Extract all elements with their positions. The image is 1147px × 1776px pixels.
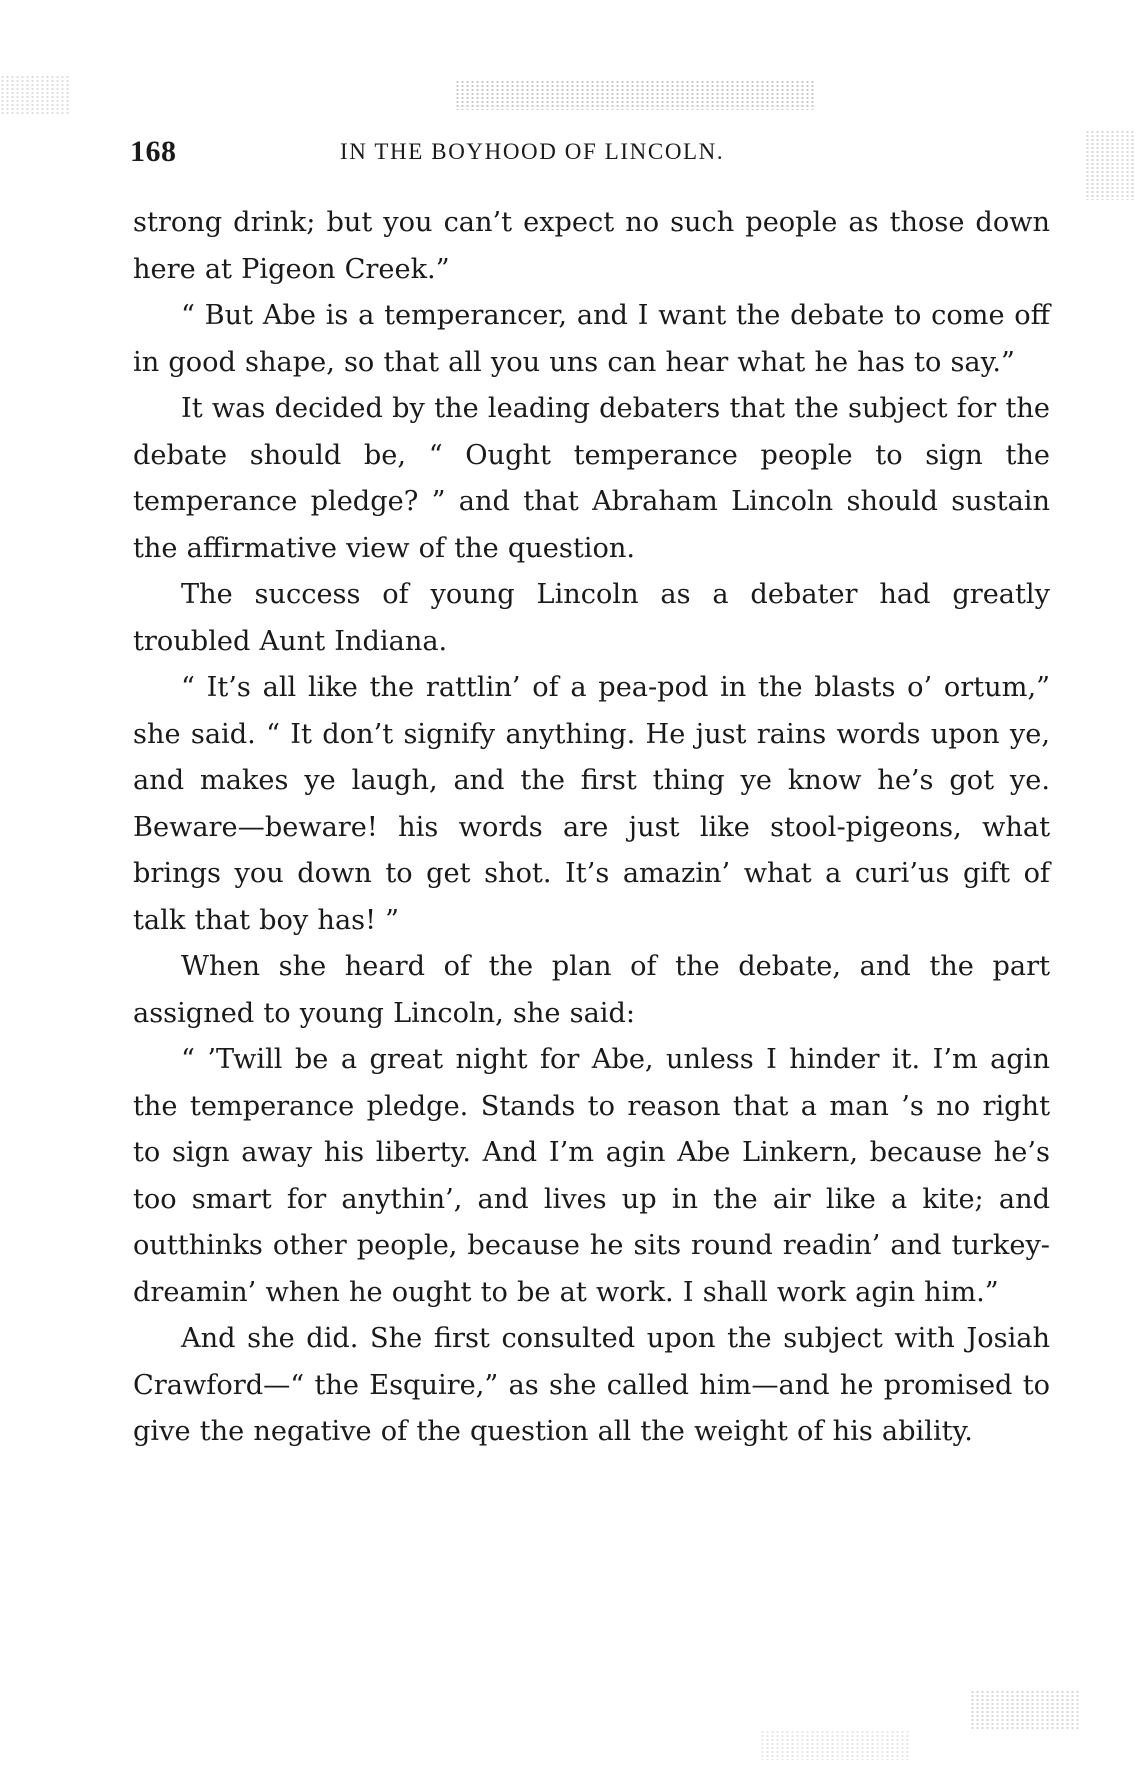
running-title: IN THE BOYHOOD OF LINCOLN. [340,139,725,164]
paragraph: “ But Abe is a temperancer, and I want the debate to come off in good shape, so that all you uns can hear what he has to say.” [133,300,1050,378]
paragraph: strong drink; but you can’t expect no such people as those down here at Pigeon Creek.” [133,207,1050,285]
page-number: 168 [130,135,177,168]
paragraph: And she did. She first consulted upon the subject with Josiah Crawford—“ the Esquire,” as she called him—and he promised to give the negative of the question all the weight of his ability. [133,1323,1050,1447]
paragraph: The success of young Lincoln as a debater had greatly troubled Aunt Indiana. [133,579,1050,657]
paragraph: When she heard of the plan of the debate, and the part assigned to young Lincoln, she said: [133,951,1050,1029]
paragraph: “ It’s all like the rattlin’ of a pea-pod in the blasts o’ ortum,” she said. “ It don’t signify anything. He just rains words upon ye, and makes ye laugh, and the first thing ye know he’s got ye. Beware—beware! his words are just like stool-pigeons, what brings you down to get shot. It’s amazin’ what a curi’us gift of talk that boy has! ” [133,672,1050,936]
print-speckle [760,1730,910,1760]
print-speckle [1085,130,1135,200]
print-speckle [455,80,815,110]
page-header [130,132,1050,172]
paragraph: It was decided by the leading debaters that the subject for the debate should be, “ Ought temperance people to sign the temperance pledge? ” and that Abraham Lincoln should sustain the affirmative view of the question. [133,393,1050,564]
print-speckle [970,1690,1080,1730]
body-text [133,200,1050,1456]
paragraph: “ ’Twill be a great night for Abe, unless I hinder it. I’m agin the temperance pledge. Stands to reason that a man ’s no right to sign away his liberty. And I’m agin Abe Linkern, because he’s too smart for anythin’, and lives up in the air like a kite; and outthinks other people, because he sits round readin’ and turkey-dreamin’ when he ought to be at work. I shall work agin him.” [133,1044,1050,1308]
print-speckle [0,75,70,115]
